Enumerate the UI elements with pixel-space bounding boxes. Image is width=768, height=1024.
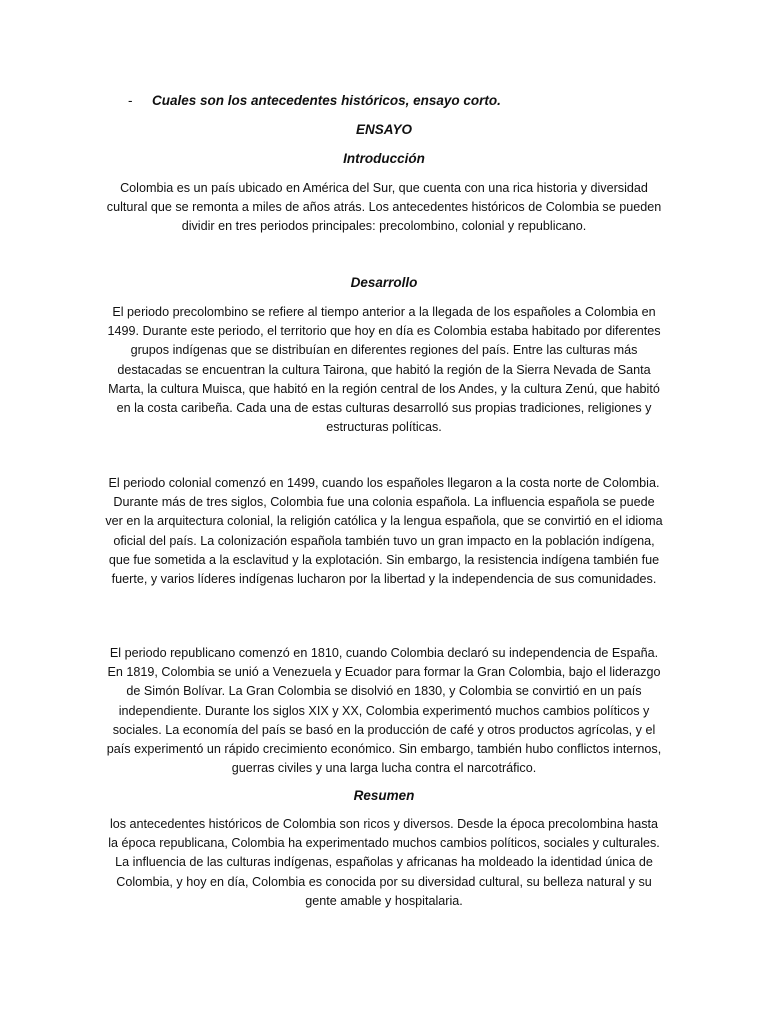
republicano-paragraph: El periodo republicano comenzó en 1810, cuando Colombia declaró su independencia de España. En 1819, Colombia se unió a Venezuela y Ecuador para formar la Gran Colombia, bajo el liderazgo de Simón Bolívar. La Gran Colombia se disolvió en 1830, y Colombia se convirtió en un país independiente. Durante los siglos XIX y XX, Colombia experimentó muchos cambios políticos y sociales. La economía del país se basó en la producción de café y otros productos agrícolas, y el país experimentó un rápido crecimiento económico. Sin embargo, también hubo conflictos internos, guerras civiles y una larga lucha contra el narcotráfico. xyxy=(106,646,662,776)
precolombino-paragraph: El periodo precolombino se refiere al tiempo anterior a la llegada de los españoles a Colombia en 1499. Durante este periodo, el territorio que hoy en día es Colombia estaba habitado por diferentes grupos indígenas que se distribuían en diferentes regiones del país. Entre las culturas más destacadas se encuentran la cultura Tairona, que habitó la región de la Sierra Nevada de Santa Marta, la cultura Muisca, que habitó en la región central de los Andes, y la cultura Zenú, que habitó en la costa caribeña. Cada una de estas culturas desarrolló sus propias tradiciones, religiones y estructuras políticas. xyxy=(107,305,661,435)
summary-heading: Resumen xyxy=(353,788,415,803)
essay-title: ENSAYO xyxy=(355,122,412,137)
list-bullet-dash: - xyxy=(128,93,133,108)
essay-prompt-list-item xyxy=(128,92,501,110)
intro-paragraph: Colombia es un país ubicado en América del Sur, que cuenta con una rica historia y diversidad cultural que se remonta a miles de años atrás. Los antecedentes históricos de Colombia se pueden dividir en tres periodos principales: precolombino, colonial y republicano. xyxy=(106,181,662,234)
summary-paragraph: los antecedentes históricos de Colombia son ricos y diversos. Desde la época precolombina hasta la época republicana, Colombia ha experimentado muchos cambios políticos, sociales y culturales. La influencia de las culturas indígenas, españolas y africanas ha moldeado la identidad única de Colombia, y hoy en día, Colombia es conocida por su diversidad cultural, su belleza natural y su gente amable y hospitalaria. xyxy=(108,817,660,908)
development-heading: Desarrollo xyxy=(350,275,418,290)
intro-heading: Introducción xyxy=(343,151,425,166)
colonial-paragraph: El periodo colonial comenzó en 1499, cuando los españoles llegaron a la costa norte de Colombia. Durante más de tres siglos, Colombia fue una colonia española. La influencia española se puede ver en la arquitectura colonial, la religión católica y la lengua española, que se convirtió en el idioma oficial del país. La colonización española también tuvo un gran impacto en la población indígena, que fue sometida a la esclavitud y la explotación. Sin embargo, la resistencia indígena también fue fuerte, y varios líderes indígenas lucharon por la libertad y la independencia de sus comunidades. xyxy=(105,476,663,587)
essay-prompt-text: Cuales son los antecedentes históricos, ensayo corto. xyxy=(152,93,501,108)
